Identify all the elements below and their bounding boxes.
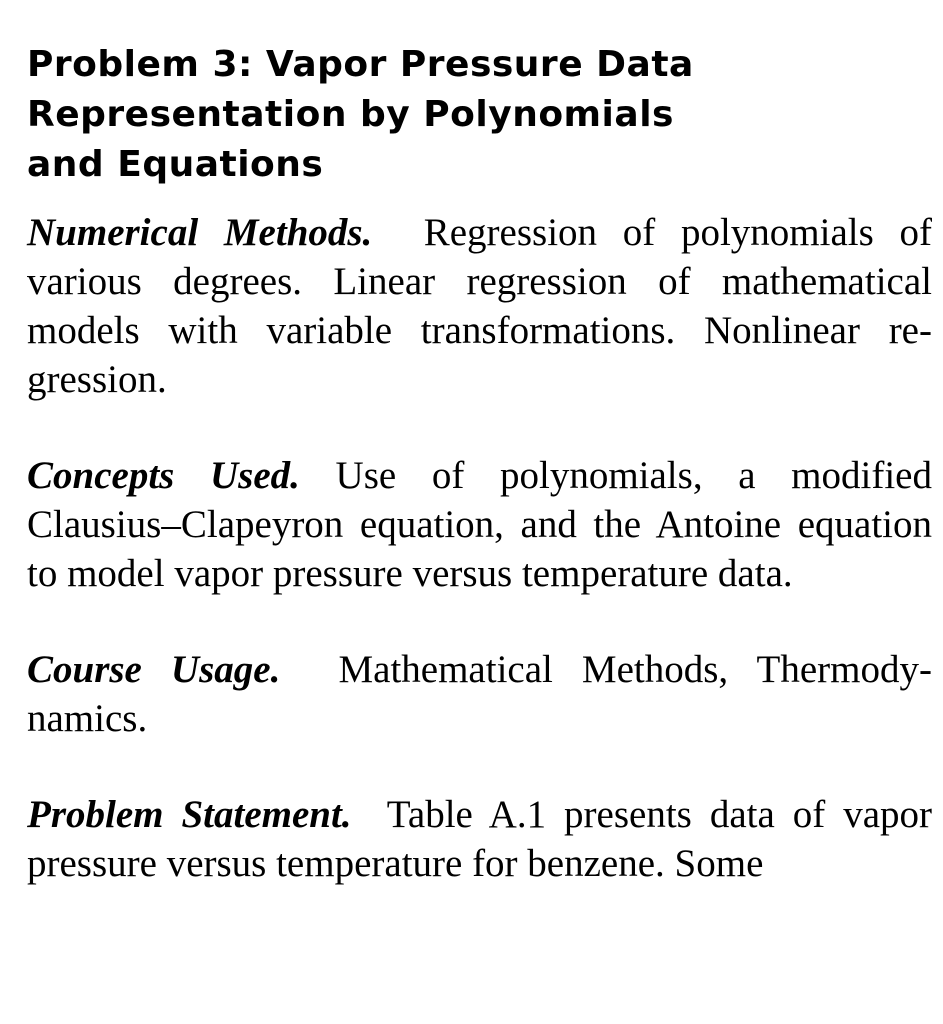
numerical-methods-text: Regression of polynomials of various degrees. Linear regression of mathematical models with variable transformations. Nonlinear regression. [27,211,932,401]
problem-title [27,40,932,190]
concepts-used-label: Concepts Used. [27,454,300,497]
course-usage-text: Mathematical Methods, Thermodynamics. [27,648,932,740]
problem-statement-text: Table A.1 presents data of vapor pressure versus temperature for benzene. Some [27,793,933,885]
title-line-1: Problem 3: Vapor Pressure Data [27,44,694,85]
problem-statement-label: Problem Statement. [27,793,352,836]
course-usage-label: Course Usage. [27,648,281,691]
problem-statement-paragraph [27,790,932,888]
document-page [27,40,932,888]
numerical-methods-label: Numerical Methods. [27,211,373,254]
numerical-methods-paragraph [27,208,932,404]
course-usage-paragraph [27,645,932,743]
title-line-3: and Equations [27,144,324,185]
title-line-2: Representation by Polynomials [27,94,674,135]
concepts-used-paragraph [27,451,932,598]
concepts-used-text: Use of polynomials, a modified Clausius–Clapeyron equation, and the Antoine equation to model vapor pressure versus temperature data. [27,454,932,595]
